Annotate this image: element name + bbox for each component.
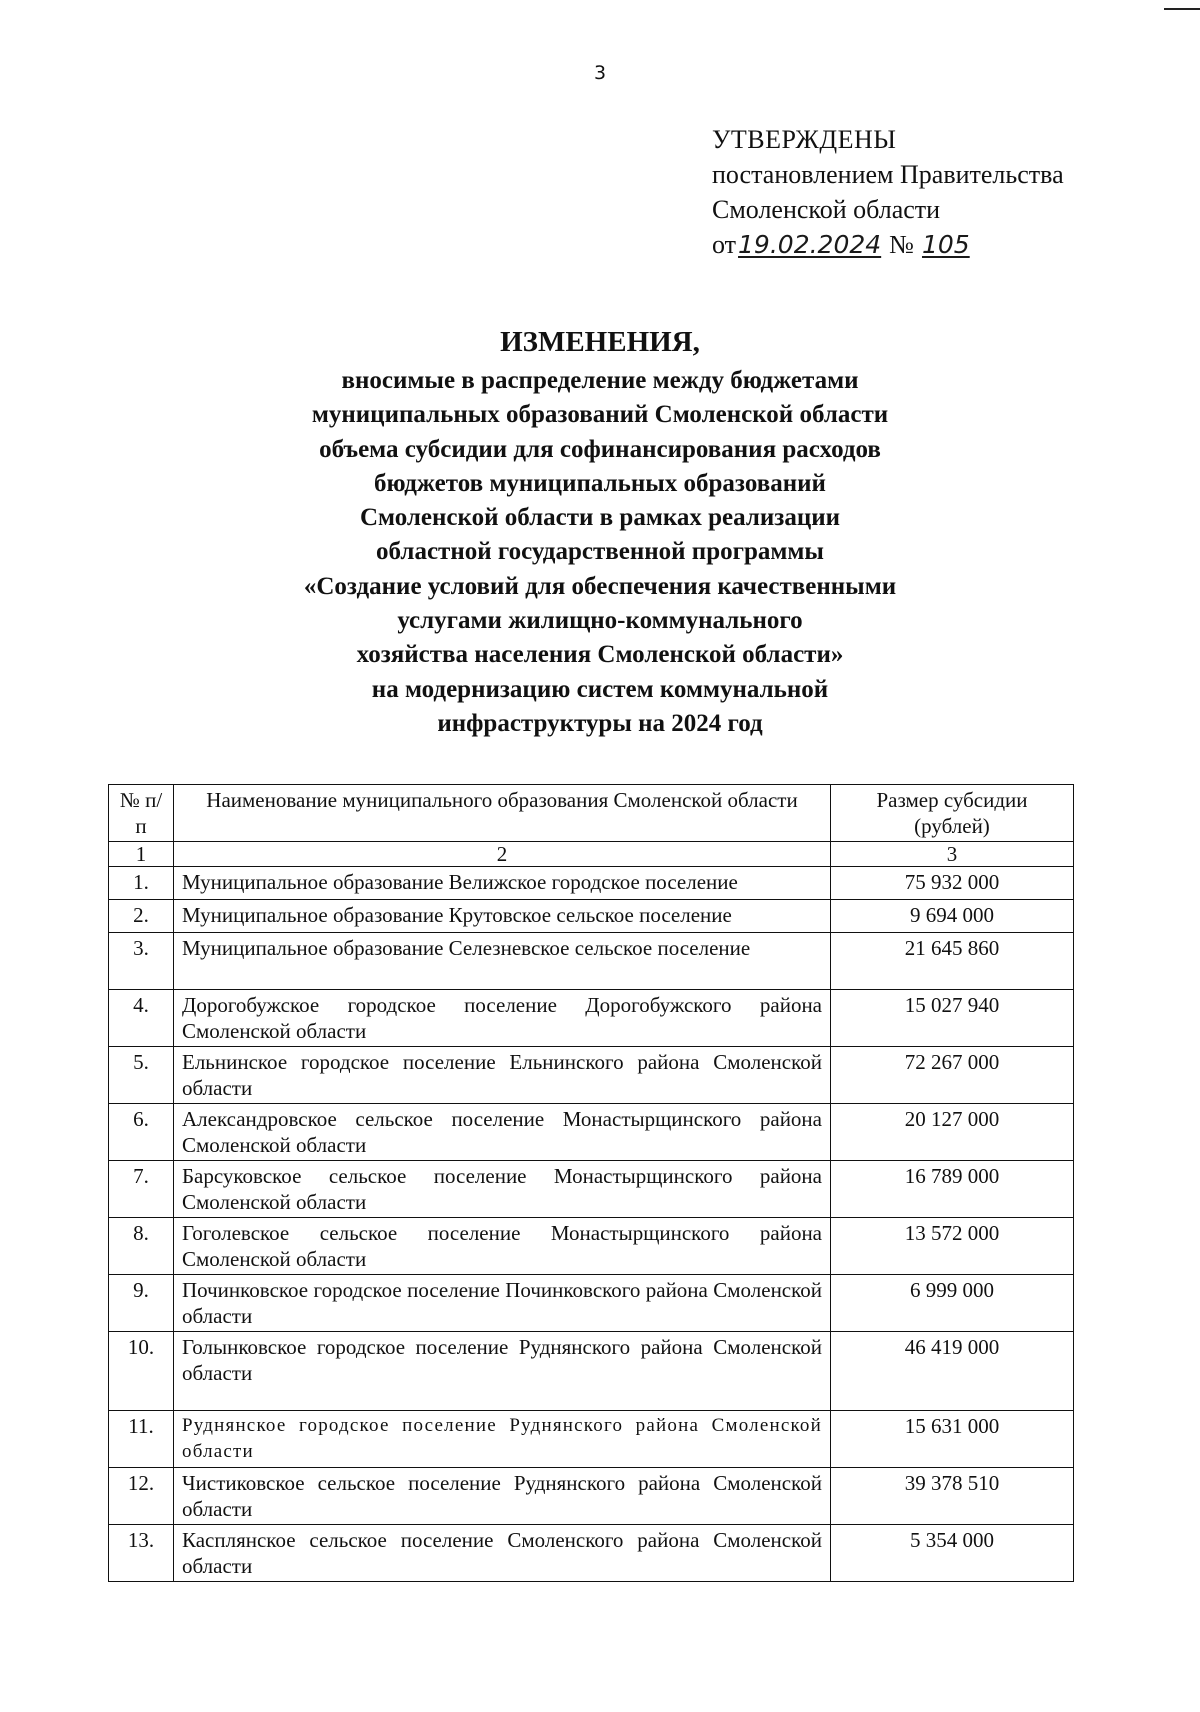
subsidy-table: [108, 784, 1074, 1582]
row-num: 7.: [109, 1161, 174, 1218]
table-row: [109, 867, 1074, 900]
row-amount: 5 354 000: [831, 1525, 1074, 1582]
handwritten-number: 105: [921, 230, 970, 259]
row-num: 5.: [109, 1047, 174, 1104]
row-num: 2.: [109, 900, 174, 933]
approval-line-2: Смоленской области: [712, 195, 941, 224]
heading-line: вносимые в распределение между бюджетами: [341, 367, 859, 394]
number-prefix: №: [889, 230, 914, 259]
row-num: 12.: [109, 1468, 174, 1525]
header-name: Наименование муниципального образования Смоленской области: [174, 785, 831, 842]
approval-stamp: [712, 122, 1064, 262]
page-number: 3: [593, 62, 607, 84]
row-name: Муниципальное образование Крутовское сельское поселение: [174, 900, 831, 933]
row-name: Муниципальное образование Велижское городское поселение: [174, 867, 831, 900]
table-header-row: [109, 785, 1074, 842]
row-name: Голынковское городское поселение Руднянского района Смоленской области: [174, 1332, 831, 1411]
table-row: [109, 1047, 1074, 1104]
row-name: Чистиковское сельское поселение Руднянского района Смоленской области: [174, 1468, 831, 1525]
date-prefix: от: [712, 230, 737, 259]
approval-line-1: постановлением Правительства: [712, 160, 1064, 189]
row-amount: 15 631 000: [831, 1411, 1074, 1468]
row-name: Муниципальное образование Селезневское сельское поселение: [174, 933, 831, 990]
row-name: Александровское сельское поселение Монастырщинского района Смоленской области: [174, 1104, 831, 1161]
header-num: № п/п: [109, 785, 174, 842]
heading-line: муниципальных образований Смоленской области: [311, 401, 889, 429]
row-num: 6.: [109, 1104, 174, 1161]
row-amount: 46 419 000: [831, 1332, 1074, 1411]
heading-line: услугами жилищно-коммунального: [397, 607, 803, 635]
row-amount: 75 932 000: [831, 867, 1074, 900]
heading-line: на модернизацию систем коммунальной: [371, 675, 829, 703]
row-num: 1.: [109, 867, 174, 900]
heading-line: областной государственной программы: [376, 538, 824, 566]
table-row: [109, 933, 1074, 990]
row-amount: 15 027 940: [831, 990, 1074, 1047]
heading-line: Смоленской области в рамках реализации: [359, 504, 841, 532]
approval-date-line: [712, 227, 1064, 262]
row-num: 8.: [109, 1218, 174, 1275]
row-amount: 13 572 000: [831, 1218, 1074, 1275]
table-row: [109, 900, 1074, 933]
table-row: [109, 1275, 1074, 1332]
table-row: [109, 1218, 1074, 1275]
row-name: Гоголевское сельское поселение Монастырщинского района Смоленской области: [174, 1218, 831, 1275]
row-name: Дорогобужское городское поселение Дорогобужского района Смоленской области: [174, 990, 831, 1047]
table-row: [109, 1332, 1074, 1411]
column-index: 3: [831, 842, 1074, 867]
row-num: 11.: [109, 1411, 174, 1468]
row-num: 9.: [109, 1275, 174, 1332]
column-index-row: [109, 842, 1074, 867]
heading-line: бюджетов муниципальных образований: [374, 469, 826, 497]
table-row: [109, 1525, 1074, 1582]
heading-line: хозяйства населения Смоленской области»: [356, 641, 844, 669]
table-row: [109, 1468, 1074, 1525]
row-amount: 72 267 000: [831, 1047, 1074, 1104]
row-name: Руднянское городское поселение Руднянского района Смоленской области: [174, 1411, 831, 1468]
handwritten-date: 19.02.2024: [738, 230, 882, 259]
row-name: Ельнинское городское поселение Ельнинского района Смоленской области: [174, 1047, 831, 1104]
row-amount: 9 694 000: [831, 900, 1074, 933]
row-amount: 6 999 000: [831, 1275, 1074, 1332]
table-row: [109, 1161, 1074, 1218]
scan-edge-line: [1164, 8, 1200, 10]
table-row: [109, 990, 1074, 1047]
row-amount: 16 789 000: [831, 1161, 1074, 1218]
row-amount: 21 645 860: [831, 933, 1074, 990]
column-index: 1: [109, 842, 174, 867]
row-num: 4.: [109, 990, 174, 1047]
row-amount: 20 127 000: [831, 1104, 1074, 1161]
heading-title: ИЗМЕНЕНИЯ,: [500, 326, 700, 358]
row-name: Касплянское сельское поселение Смоленского района Смоленской области: [174, 1525, 831, 1582]
heading-line: объема субсидии для софинансирования расходов: [319, 435, 881, 463]
heading-line: «Создание условий для обеспечения качественными: [303, 572, 897, 600]
document-heading: [0, 322, 1200, 741]
column-index: 2: [174, 842, 831, 867]
approval-title: УТВЕРЖДЕНЫ: [712, 125, 897, 154]
row-name: Починковское городское поселение Починковского района Смоленской области: [174, 1275, 831, 1332]
table-row: [109, 1104, 1074, 1161]
row-num: 3.: [109, 933, 174, 990]
table-row: [109, 1411, 1074, 1468]
row-num: 13.: [109, 1525, 174, 1582]
heading-line: инфраструктуры на 2024 год: [437, 709, 763, 737]
row-num: 10.: [109, 1332, 174, 1411]
row-name: Барсуковское сельское поселение Монастырщинского района Смоленской области: [174, 1161, 831, 1218]
row-amount: 39 378 510: [831, 1468, 1074, 1525]
header-amount: Размер субсидии (рублей): [831, 785, 1074, 842]
